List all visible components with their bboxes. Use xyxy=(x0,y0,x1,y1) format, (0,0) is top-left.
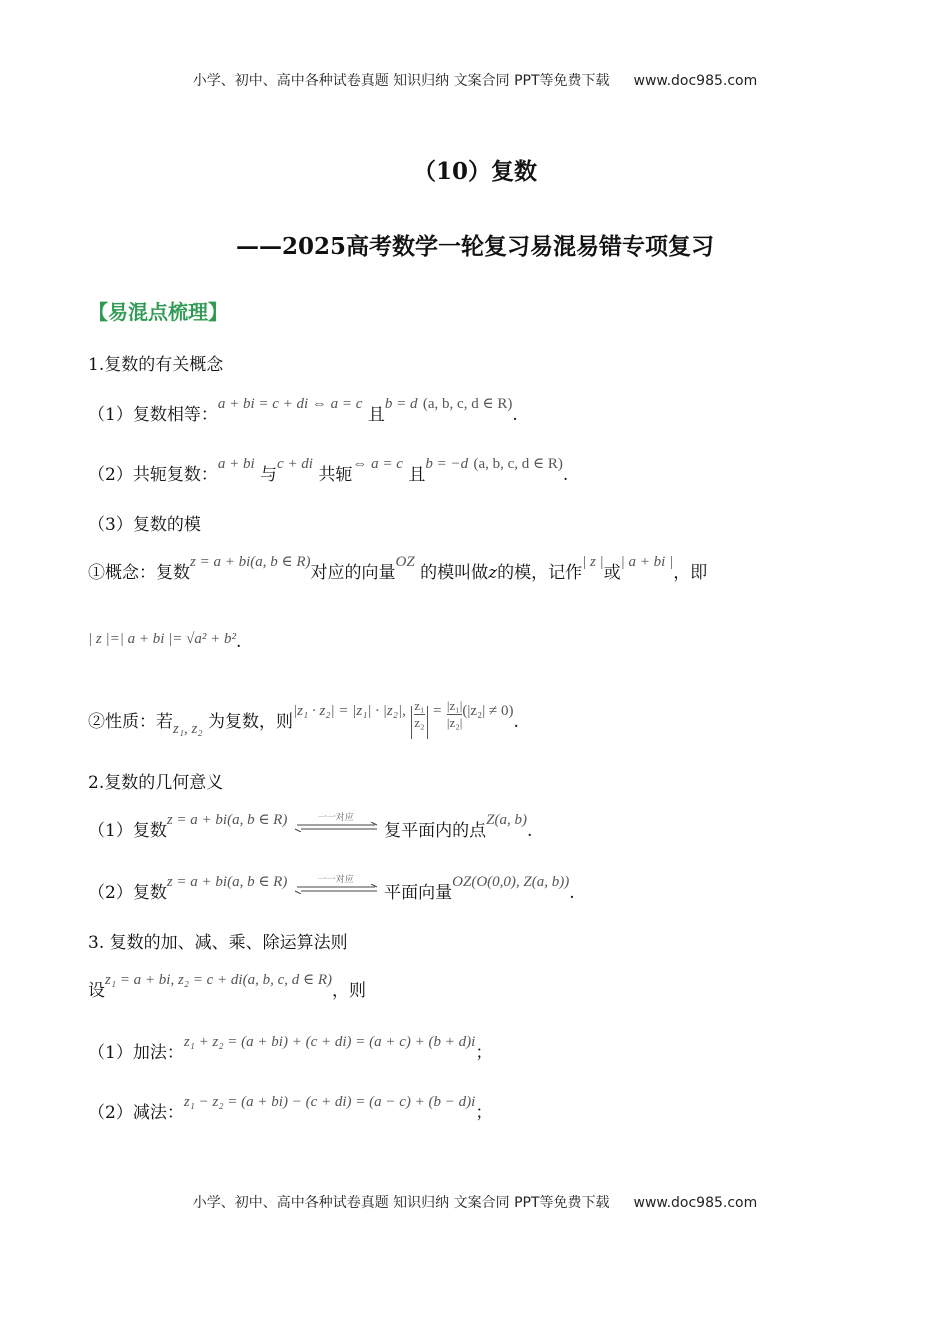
subtraction-rule: （2）减法：z₁ − z₂ = (a + bi) − (c + di) = (a − c) + (b − d)i； xyxy=(88,1094,493,1123)
math: c + di xyxy=(277,456,313,472)
math: Z(a, b) xyxy=(486,812,527,828)
math: a + bi = c + di ⇔ a = c xyxy=(217,396,363,412)
math: z₁, z₂ xyxy=(173,721,203,737)
math: |z₁ · z₂| = |z₁| · |z₂|, xyxy=(293,703,406,719)
math: (a, b, c, d ∈ R) xyxy=(422,396,513,412)
math: | z |=| a + bi |= √a² + b² xyxy=(88,631,236,647)
math-abs-fraction: $\frac{\text{z₁}}{\text{z₂}}$ xyxy=(411,706,427,739)
math: | z | xyxy=(582,554,604,570)
s1-item3: （3）复数的模 xyxy=(88,515,201,535)
math: b = −d xyxy=(425,456,469,472)
s1-item2: （2）共轭复数：a + bi 与c + di 共轭⇔ a = c 且b = −d (a, b, c, d ∈ R). xyxy=(88,456,569,485)
property-line: ②性质：若z₁, z₂ 为复数，则|z₁ · z₂| = |z₁| · |z₂|, $\frac{\text{z₁}}{\text{z₂}}$ = $\frac{\text{|z₁|}}{\text{|z₂|}}$ (|z₂| ≠ 0). xyxy=(88,698,519,737)
footer-url[interactable]: www.doc985.com xyxy=(633,1195,758,1211)
modulus-formula: | z |=| a + bi |= √a² + b². xyxy=(88,631,242,652)
concept-line: ①概念：复数z = a + bi(a, b ∈ R)对应的向量OZ 的模叫做z的模，记作| z |或| a + bi |，即 xyxy=(88,554,708,583)
math: a + bi xyxy=(217,456,255,472)
math: z₁ + z₂ = (a + bi) + (c + di) = (a + c) + (b + d)i xyxy=(183,1034,476,1050)
doc-title: （10）复数 xyxy=(412,158,537,185)
section-heading: 【易混点梳理】 xyxy=(88,300,228,324)
s3-setup: 设z₁ = a + bi, z₂ = c + di(a, b, c, d ∈ R)，则 xyxy=(88,972,366,1001)
math: z₁ − z₂ = (a + bi) − (c + di) = (a − c) + (b − d)i xyxy=(183,1094,476,1110)
math: z = a + bi(a, b ∈ R) xyxy=(166,812,288,828)
math: (a, b, c, d ∈ R) xyxy=(473,456,563,472)
math: z₁ = a + bi, z₂ = c + di(a, b, c, d ∈ R) xyxy=(105,972,332,988)
math: ⇔ a = c xyxy=(352,456,403,472)
addition-rule: （1）加法：z₁ + z₂ = (a + bi) + (c + di) = (a + c) + (b + d)i； xyxy=(88,1034,493,1063)
footer-text: 小学、初中、高中各种试卷真题 知识归纳 文案合同 PPT等免费下载 xyxy=(192,1195,610,1211)
math-fraction: $\frac{\text{|z₁|}}{\text{|z₂|}}$ xyxy=(446,698,463,730)
s3-heading: 3. 复数的加、减、乘、除运算法则 xyxy=(88,933,348,953)
math: OZ(O(0,0), Z(a, b)) xyxy=(452,874,570,890)
math: | a + bi | xyxy=(620,554,674,570)
bijection-arrow: 一一对应 xyxy=(293,816,379,832)
s2-heading: 2.复数的几何意义 xyxy=(88,773,224,793)
page-header xyxy=(0,70,950,90)
header-url[interactable]: www.doc985.com xyxy=(633,73,758,89)
header-text: 小学、初中、高中各种试卷真题 知识归纳 文案合同 PPT等免费下载 xyxy=(192,73,610,89)
math: b = d xyxy=(384,396,418,412)
math: (|z₂| ≠ 0) xyxy=(462,703,514,719)
bijection-arrow: 一一对应 xyxy=(293,878,379,894)
page-footer xyxy=(0,1192,950,1212)
math: z = a + bi(a, b ∈ R) xyxy=(166,874,288,890)
s1-item1: （1）复数相等：a + bi = c + di ⇔ a = c 且b = d (a, b, c, d ∈ R). xyxy=(88,396,518,425)
math: OZ xyxy=(395,554,415,570)
s1-heading: 1.复数的有关概念 xyxy=(88,355,224,375)
s2-item2: （2）复数z = a + bi(a, b ∈ R) 一一对应 平面向量OZ(O(0,0), Z(a, b)). xyxy=(88,874,575,903)
math: z = a + bi(a, b ∈ R) xyxy=(190,554,311,570)
doc-subtitle: ——2025高考数学一轮复习易混易错专项复习 xyxy=(235,233,714,260)
s2-item1: （1）复数z = a + bi(a, b ∈ R) 一一对应 复平面内的点Z(a, b). xyxy=(88,812,533,841)
